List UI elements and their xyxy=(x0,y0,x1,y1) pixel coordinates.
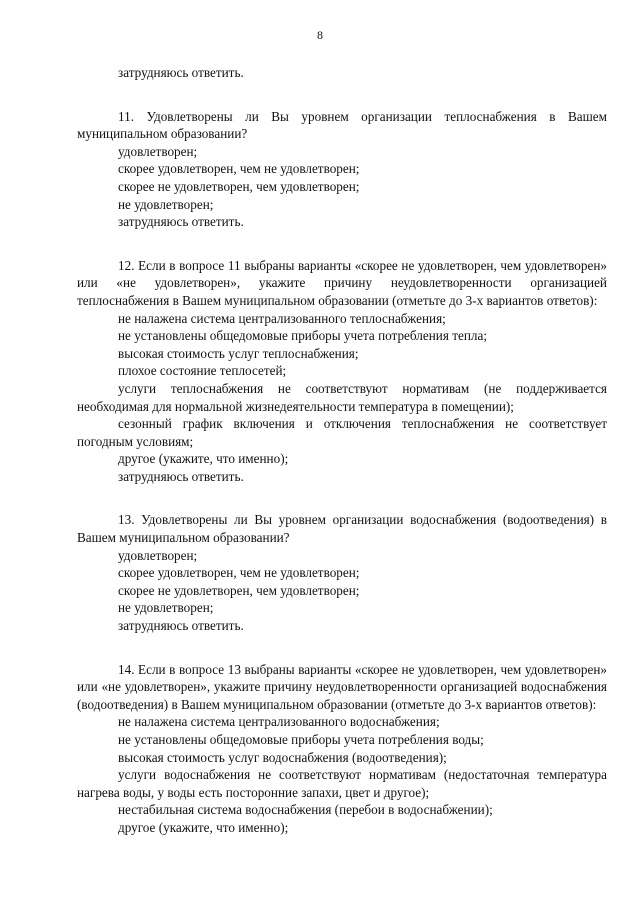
question-11-block xyxy=(77,108,607,231)
answer-option: затрудняюсь ответить. xyxy=(118,65,244,80)
answer-option: не налажена система централизованного теплоснабжения; xyxy=(118,310,446,326)
answer-option: услуги теплоснабжения не соответствуют нормативам (не поддерживается необходимая для нормальной жизнедеятельности температура в помещении); xyxy=(77,380,607,414)
answer-option: высокая стоимость услуг водоснабжения (водоотведения); xyxy=(118,749,447,765)
answer-option: сезонный график включения и отключения теплоснабжения не соответствует погодным условиям; xyxy=(77,416,607,449)
answer-option: не установлены общедомовые приборы учета потребления воды; xyxy=(118,732,484,747)
answer-option: не удовлетворен; xyxy=(118,600,214,616)
answer-option: другое (укажите, что именно); xyxy=(118,451,289,467)
answer-option: затрудняюсь ответить. xyxy=(118,214,244,230)
question-13-block xyxy=(77,511,607,634)
answer-option: скорее не удовлетворен, чем удовлетворен; xyxy=(118,178,360,194)
answer-option: высокая стоимость услуг теплоснабжения; xyxy=(118,345,359,361)
document-body xyxy=(77,64,607,837)
page-number: 8 xyxy=(317,28,323,42)
answer-option: плохое состояние теплосетей; xyxy=(118,363,287,379)
answer-option: другое (укажите, что именно); xyxy=(118,819,289,835)
answer-option: скорее удовлетворен, чем не удовлетворен; xyxy=(118,565,360,581)
answer-option: скорее не удовлетворен, чем удовлетворен; xyxy=(118,582,360,598)
question-12-text: 12. Если в вопросе 11 выбраны варианты «скорее не удовлетворен, чем удовлетворен» или «не удовлетворен», укажите причину неудовлетворенности организацией теплоснабжения в Вашем муниципальном образовании (отметьте до 3-х вариантов ответов): xyxy=(77,257,607,308)
answer-option: затрудняюсь ответить. xyxy=(118,468,244,484)
question-11-text: 11. Удовлетворены ли Вы уровнем организации теплоснабжения в Вашем муниципальном образовании? xyxy=(77,108,607,142)
question-12-block xyxy=(77,257,607,486)
answer-option: услуги водоснабжения не соответствуют нормативам (недостаточная температура нагрева воды, у воды есть посторонние запахи, цвет и другое); xyxy=(77,767,607,800)
answer-option: не удовлетворен; xyxy=(118,196,214,212)
answer-option: не налажена система централизованного водоснабжения; xyxy=(118,714,440,730)
answer-option: нестабильная система водоснабжения (перебои в водоснабжении); xyxy=(118,802,493,818)
answer-option: скорее удовлетворен, чем не удовлетворен; xyxy=(118,161,360,177)
question-14-block xyxy=(77,661,607,837)
answer-option: затрудняюсь ответить. xyxy=(118,618,244,634)
answer-option: удовлетворен; xyxy=(118,143,198,159)
question-14-text: 14. Если в вопросе 13 выбраны варианты «скорее не удовлетворен, чем удовлетворен» или «не удовлетворен», укажите причину неудовлетворенности организацией водоснабжения (водоотведения) в Вашем муниципальном образовании (отметьте до 3-х вариантов ответов): xyxy=(77,661,607,712)
answer-option: удовлетворен; xyxy=(118,547,198,563)
question-13-text: 13. Удовлетворены ли Вы уровнем организации водоснабжения (водоотведения) в Вашем муниципальном образовании? xyxy=(77,512,607,546)
answer-option: не установлены общедомовые приборы учета потребления тепла; xyxy=(118,328,487,344)
